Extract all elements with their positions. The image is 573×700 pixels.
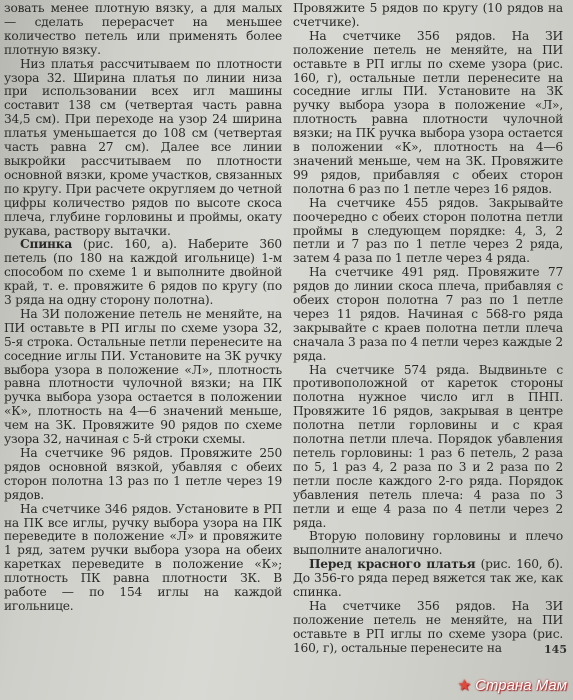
section-paragraph	[4, 238, 282, 308]
left-text-column	[4, 2, 282, 614]
paragraph: На счетчике 346 рядов. Установите в РП на ПК все иглы, ручку выбора узора на ПК переведите в положение «Л» и провяжите 1 ряд, затем ручки выбора узора на обеих каретках переведите в положение «К»; плотность ПК равна плотности ЗК. В работе — по 154 иглы на каждой игольнице.	[4, 501, 282, 613]
paragraph: зовать менее плотную вязку, а для малых — сделать перерасчет на меньшее количество петель или применять более плотную вязку.	[4, 1, 282, 57]
paragraph: Провяжите 5 рядов по кругу (10 рядов на счетчике).	[293, 1, 563, 29]
star-icon: ★	[457, 677, 471, 694]
paragraph: На счетчике 574 ряда. Выдвиньте с противоположной от кареток стороны полотна нужное число игл в ПНП. Провяжите 16 рядов, закрывая в центре полотна петли горловины и с края полотна петли плеча. Порядок убавления петель горловины: 1 раз 6 петель, 2 раза по 5, 1 раз 4, 2 раза по 3 и 2 раза по 2 петли после каждого 2-го ряда. Порядок убавления петель плеча: 4 раза по 3 петли и еще 4 раза по 4 петли через 2 ряда.	[293, 362, 563, 530]
paragraph: На счетчике 491 ряд. Провяжите 77 рядов до линии скоса плеча, прибавляя с обеих сторон полотна 7 раз по 1 петле через 11 рядов. Начиная с 568-го ряда закрывайте с краев полотна петли плеча сначала 3 раза по 4 петли через каждые 2 ряда.	[293, 265, 563, 363]
paragraph: На счетчике 356 рядов. На ЗИ положение петель не меняйте, на ПИ оставьте в РП иглы по схеме узора (рис. 160, г), остальные перенесите на	[293, 598, 563, 655]
section-heading: Спинка	[20, 237, 73, 252]
paragraph: На счетчике 356 рядов. На ЗИ положение петель не меняйте, на ПИ оставьте в РП иглы по схеме узора (рис. 160, г), остальные петли перенесите на соседние иглы ПИ. Установите на ЗК ручку выбора узора в положение «Л», плотность равна плотности чулочной вязки; на ПК ручка выбора узора остается в положении «К», плотность на 4—6 значений меньше, чем на ЗК. Провяжите 99 рядов, прибавляя с обеих сторон полотна 6 раз по 1 петле через 16 рядов.	[293, 28, 563, 196]
watermark-text: Страна Мам	[475, 677, 567, 694]
right-text-column	[293, 2, 563, 656]
page-number: 145	[544, 643, 567, 656]
paragraph: Вторую половину горловины и плечо выполните аналогично.	[293, 529, 563, 558]
section-paragraph	[293, 558, 563, 600]
paragraph: На счетчике 96 рядов. Провяжите 250 рядов основной вязкой, убавляя с обеих сторон полотна 13 раз по 1 петле через 19 рядов.	[4, 446, 282, 502]
site-watermark	[457, 676, 567, 694]
paragraph-text: (рис. 160, а). Наберите 360 петель (по 180 на каждой игольнице) 1-м способом по схеме 1 и выполните двойной край, т. е. провяжите 6 рядов по кругу (по 3 ряда на одну сторону полотна).	[4, 237, 282, 308]
paragraph: Низ платья рассчитываем по плотности узора 32. Ширина платья по линии низа при использовании всех игл машины составит 138 см (четвертая часть равна 34,5 см). При переходе на узор 24 ширина платья уменьшается до 108 см (четвертая часть равна 27 см). Далее все линии выкройки рассчитываем по плотности основной вязки, кроме участков, связанных по кругу. При расчете округляем до четной цифры количество рядов по высоте скоса плеча, глубине горловины и проймы, окату рукава, раствору вытачки.	[4, 56, 282, 238]
section-heading: Перед красного платья	[309, 557, 476, 572]
paragraph-text: (рис. 160, б). До 356-го ряда перед вяжется так же, как спинка.	[293, 557, 563, 600]
paragraph: На счетчике 455 рядов. Закрывайте поочередно с обеих сторон полотна петли проймы в следующем порядке: 4, 3, 2 петли и 7 раз по 1 петле через 2 ряда, затем 4 раза по 1 петле через 4 ряда.	[293, 195, 563, 266]
paragraph: На ЗИ положение петель не меняйте, на ПИ оставьте в РП иглы по схеме узора 32, 5-я строка. Остальные петли перенесите на соседние иглы ПИ. Установите на ЗК ручку выбора узора в положение «Л», плотность равна плотности чулочной вязки; на ПК ручка выбора узора остается в положении «К», плотность на 4—6 значений меньше, чем на ЗК. Провяжите 90 рядов по схеме узора 32, начиная с 5-й строки схемы.	[4, 306, 282, 447]
